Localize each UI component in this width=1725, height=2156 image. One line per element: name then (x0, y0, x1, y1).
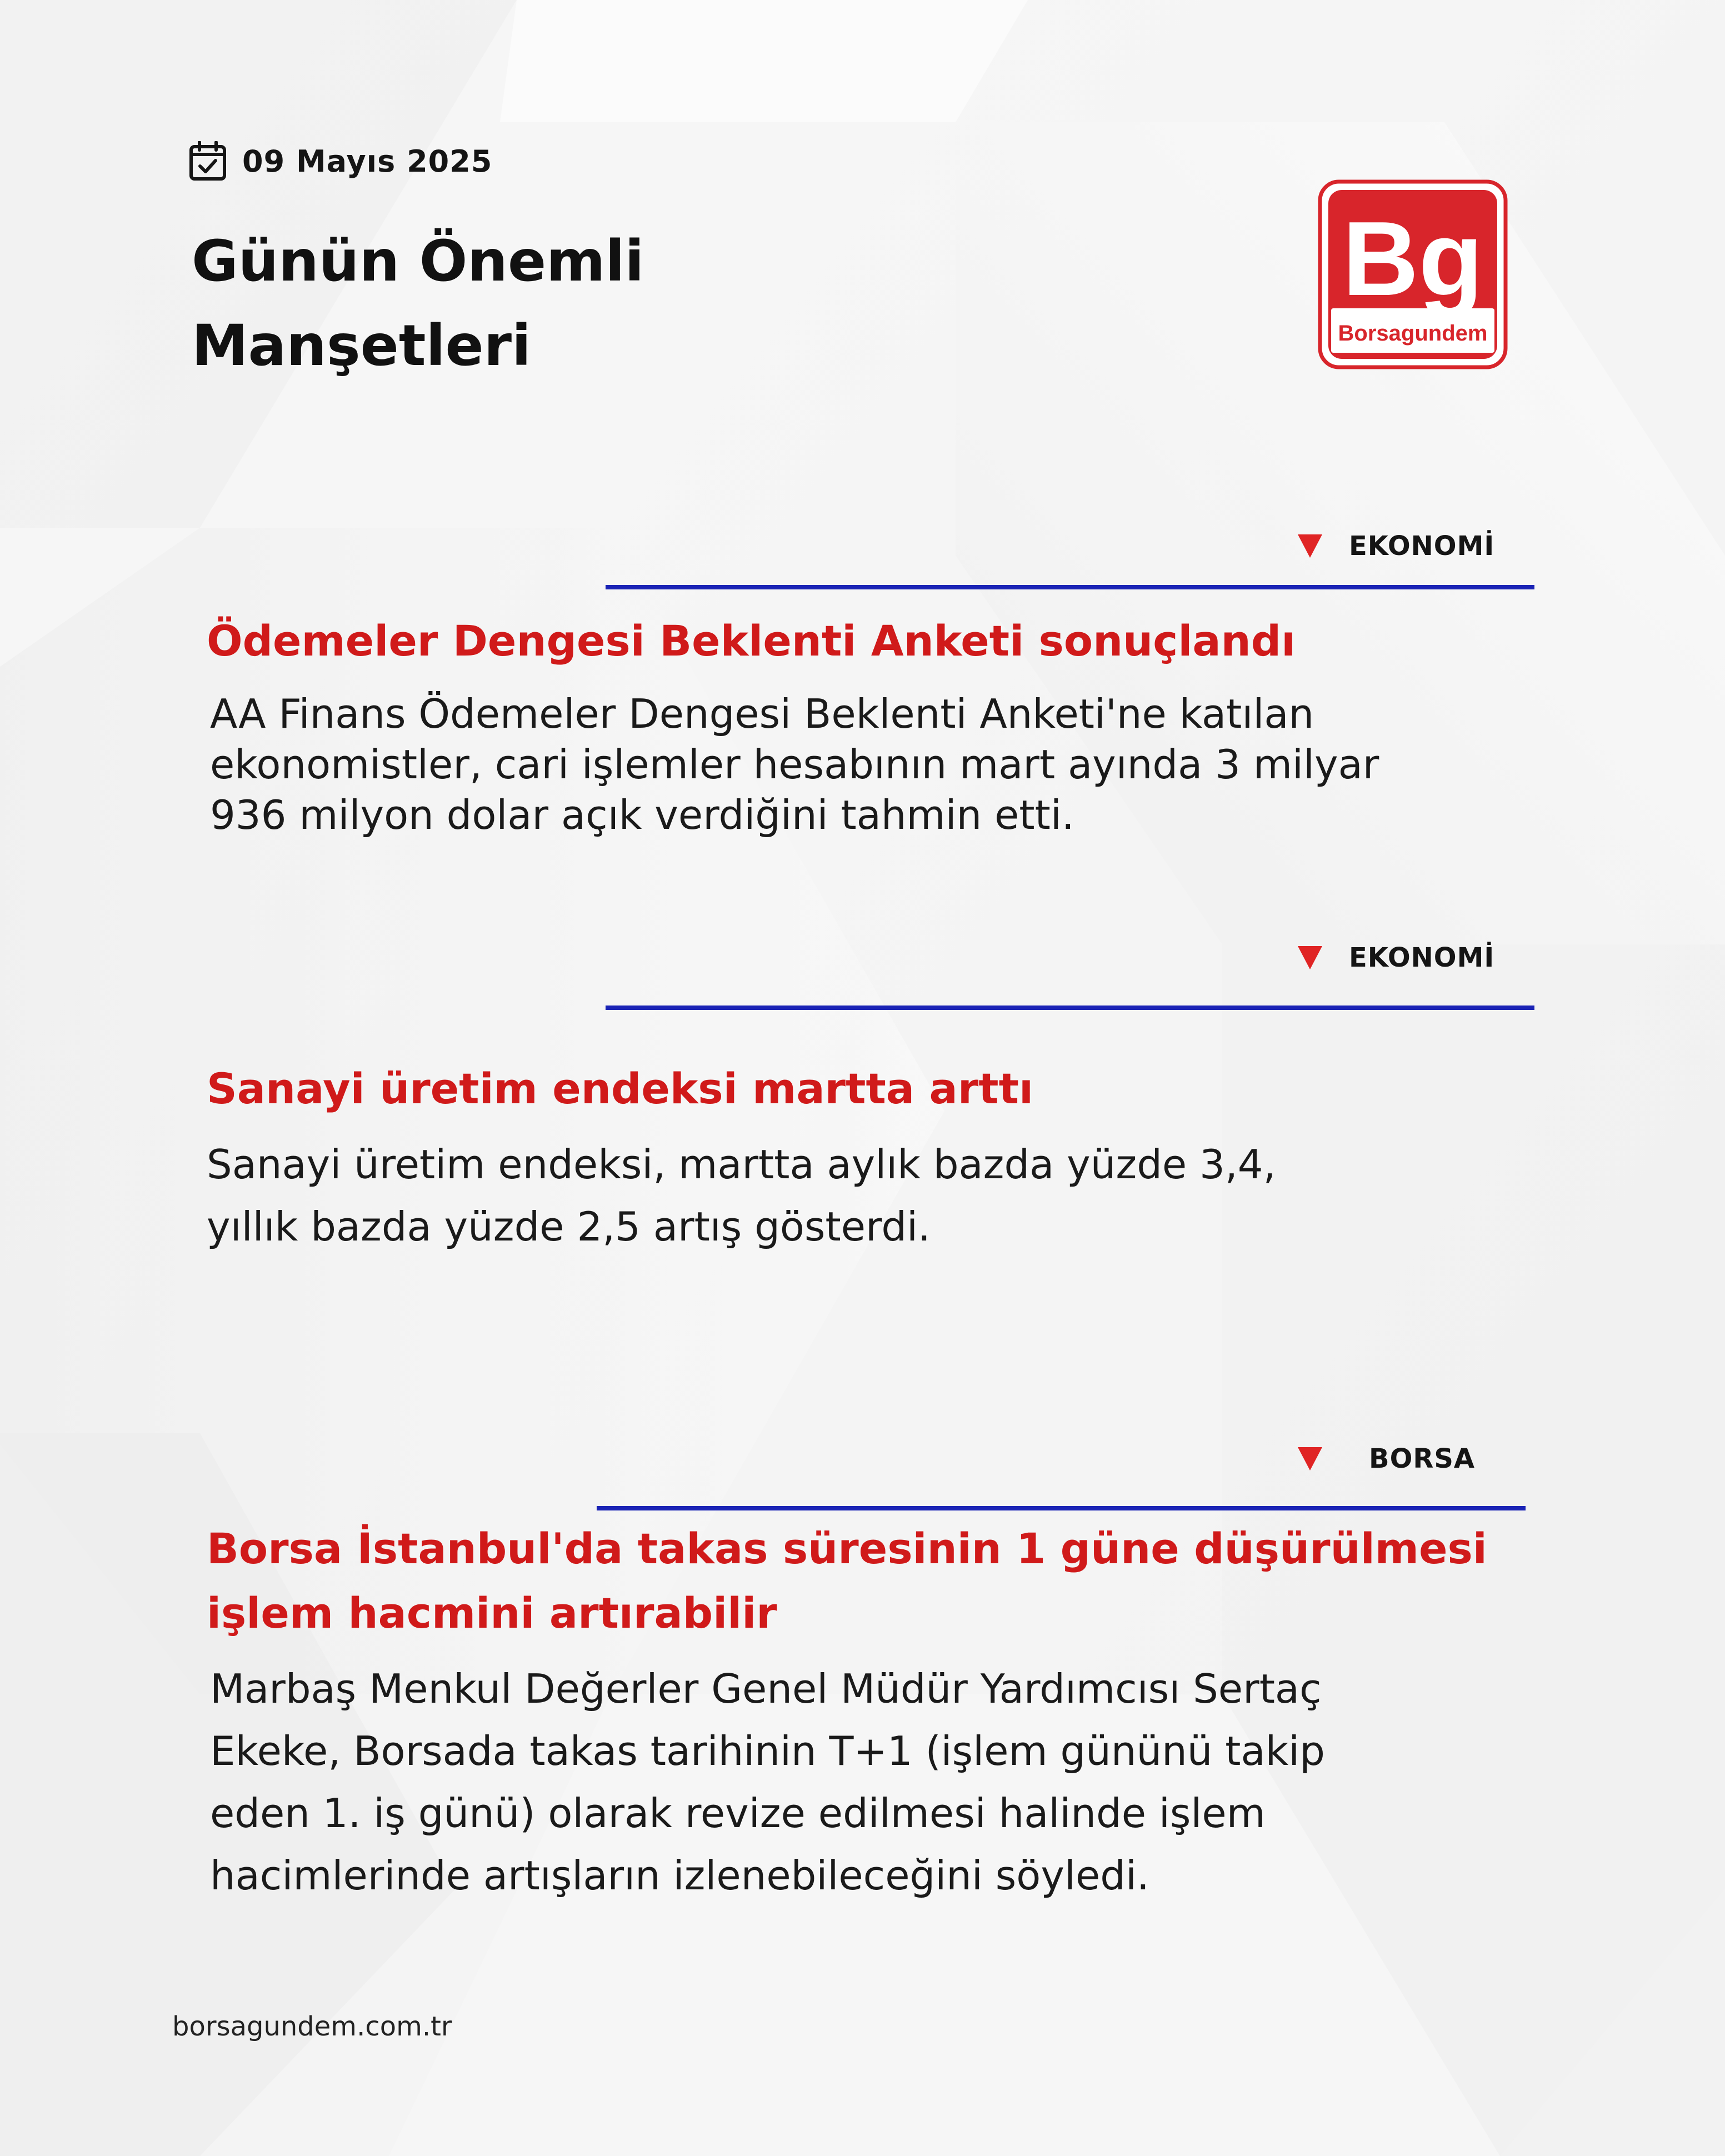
news-headline[interactable] (207, 1517, 1540, 1645)
summary-line: 936 milyon dolar açık verdiğini tahmin etti. (210, 792, 1074, 838)
summary-line: yıllık bazda yüzde 2,5 artış gösterdi. (207, 1203, 931, 1250)
section-divider (606, 1006, 1534, 1010)
website-url[interactable]: borsagundem.com.tr (172, 2011, 452, 2042)
logo-mark: Bg (1342, 200, 1483, 318)
category-label: EKONOMİ (1349, 531, 1495, 562)
summary-line: Sanayi üretim endeksi, martta aylık bazda yüzde 3,4, (207, 1141, 1276, 1188)
page-title-line: Manşetleri (192, 313, 532, 379)
news-headline[interactable] (207, 609, 1540, 673)
news-summary (210, 689, 1554, 841)
summary-line: eden 1. iş günü) olarak revize edilmesi halinde işlem (210, 1790, 1266, 1837)
news-summary (210, 1658, 1554, 1907)
triangle-down-icon (1297, 1446, 1323, 1472)
category-label: EKONOMİ (1349, 942, 1495, 973)
summary-line: ekonomistler, cari işlemler hesabının mart ayında 3 milyar (210, 741, 1379, 788)
news-category (1297, 1443, 1475, 1474)
summary-line: Marbaş Menkul Değerler Genel Müdür Yardımcısı Sertaç (210, 1665, 1322, 1712)
news-summary (207, 1133, 1551, 1258)
headline-line: Borsa İstanbul'da takas süresinin 1 güne düşürülmesi (207, 1524, 1487, 1573)
calendar-check-icon (189, 141, 227, 181)
news-category (1297, 942, 1494, 973)
headline-line: Ödemeler Dengesi Beklenti Anketi sonuçlandı (207, 616, 1296, 666)
section-divider (606, 585, 1534, 589)
news-headline[interactable] (207, 1057, 1540, 1121)
logo-name: Borsagundem (1338, 321, 1488, 346)
summary-line: AA Finans Ödemeler Dengesi Beklenti Anketi'ne katılan (210, 691, 1314, 737)
section-divider (597, 1506, 1526, 1510)
date-row (189, 139, 492, 183)
headline-line: Sanayi üretim endeksi martta arttı (207, 1064, 1034, 1113)
date-label: 09 Mayıs 2025 (242, 143, 493, 179)
category-label: BORSA (1369, 1443, 1476, 1474)
headline-line: işlem hacmini artırabilir (207, 1588, 777, 1638)
triangle-down-icon (1297, 533, 1323, 559)
summary-line: hacimlerinde artışların izlenebileceğini söyledi. (210, 1852, 1149, 1899)
page-title (192, 219, 858, 388)
page-title-line: Günün Önemli (192, 228, 644, 294)
triangle-down-icon (1297, 945, 1323, 971)
news-category (1297, 531, 1494, 562)
summary-line: Ekeke, Borsada takas tarihinin T+1 (işlem gününü takip (210, 1728, 1325, 1774)
borsagundem-logo (1318, 179, 1508, 369)
